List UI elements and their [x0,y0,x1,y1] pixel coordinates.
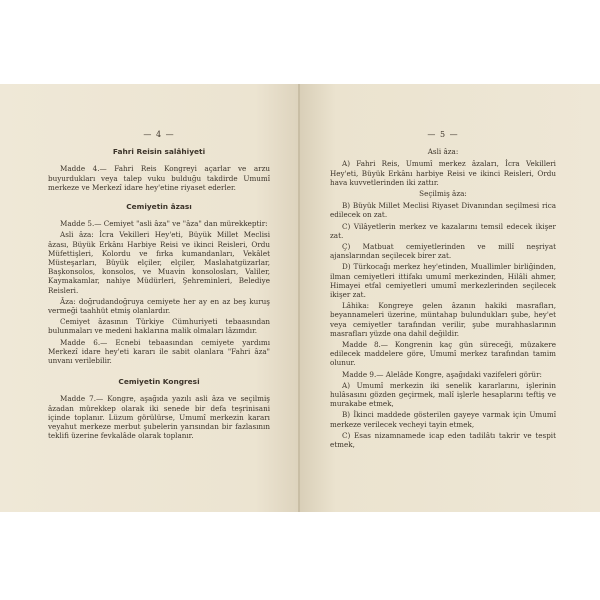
section-heading: Cemiyetin âzası [126,202,192,212]
paragraph: Madde 9.— Alelâde Kongre, aşağıdaki vazifeleri görür: [342,369,542,379]
page-number: — 4 — [143,130,175,139]
section-heading: Cemiyetin Kongresi [118,377,200,387]
paragraph: A) Fahri Reis, Umumî merkez âzaları, İcra Vekilleri Hey'eti, Büyük Erkânı harbiye Reisi ve ikinci Reisleri, Ordu hava kuvvetlerinden iki zattır. [330,159,556,187]
subheading: Asli âza: [427,147,459,157]
paragraph: Âza: doğrudandoğruya cemiyete her ay en az beş kuruş vermeği taahhüt etmiş olanlardır. [48,296,270,316]
subheading: Seçilmiş âza: [419,189,467,199]
paragraph: Madde 4.— Fahri Reis Kongreyi açarlar ve arzu buyurdukları veya talep vuku bulduğu takdirde Umumî merkeze ve Merkezî idare hey'etine riyaset ederler. [48,164,270,192]
paragraph: Asli âza: İcra Vekilleri Hey'eti, Büyük Millet Meclisi âzası, Büyük Erkânı Harbiye Reisi ve ikinci Reisleri, Ordu Müfettişleri, Kolordu ve fırka kumandanları, Vekâlet Müsteşarları, Büyük elçiler, elçiler, Maslahatgüzarlar, Başkonsolos, konsolos, ve Muavin konsolosları, Valiler, Kaymakamlar, nahiye Müdürleri, Şehreminleri, Belediye Reisleri. [48,230,270,295]
left-page-column [48,130,270,442]
paragraph: B) Büyük Millet Meclisi Riyaset Divanından seçilmesi rica edilecek on zat. [330,201,556,220]
book-spread [0,84,600,512]
paragraph: B) İkinci maddede gösterilen gayeye varmak için Umumî merkeze verilecek vecheyi tayin etmek, [330,410,556,429]
paragraph: D) Türkocağı merkez hey'etinden, Muallimler birliğinden, ilman cemiyetleri ittifakı umumî merkezinden, Hilâli ahmer, Himayei etfal cemiyetleri umumî merkezlerinden seçilecek ikişer zat. [330,262,556,300]
left-page [0,84,300,512]
paragraph: Lâhika: Kongreye gelen âzanın hakiki masrafları, beyannameleri üzerine, müntahap bulundukları şube, hey'et veya cemiyetler tarafından verilir, şube murahhaslarının masrafları yüzde ona dahil değildir. [330,301,556,338]
paragraph: Madde 7.— Kongre, aşağıda yazılı asli âza ve seçilmiş âzadan mürekkep olarak iki senede bir defa teşrinisani içinde toplanır. Lüzum görülürse, Umumî merkezin kararı veyahut merkeze merbut şubelerin yarısından bir fazlasının teklifi üzerine fevkalâde olarak toplanır. [48,394,270,441]
paragraph: Madde 8.— Kongrenin kaç gün süreceği, müzakere edilecek maddelere göre, Umumî merkez tarafından tamim olunur. [330,340,556,368]
right-page-column [330,130,556,451]
paragraph: A) Umumî merkezin iki senelik kararlarını, işlerinin hulâsasını gözden geçirmek, malî işlerle hesaplarını teftiş ve murakabe etmek, [330,380,556,409]
paragraph: Cemiyet âzasının Türkiye Cümhuriyeti tebaasından bulunmaları ve medeni haklarına malik olmaları lâzımdır. [48,317,270,336]
paragraph: C) Esas nizamnamede icap eden tadilâtı takrir ve tespit etmek, [330,430,556,450]
page-number: — 5 — [427,130,459,139]
paragraph: Madde 5.— Cemiyet "asli âza" ve "âza" dan mürekkeptir: [60,219,268,229]
paragraph: Madde 6.— Ecnebi tebaasından cemiyete yardımı Merkezî idare hey'eti kararı ile sabit olanlara "Fahri âza" unvanı verilebilir. [48,337,270,366]
paragraph: Ç) Matbuat cemiyetlerinden ve millî neşriyat ajanslarından seçilecek birer zat. [330,242,556,261]
paragraph: C) Vilâyetlerin merkez ve kazalarını temsil edecek ikişer zat. [330,221,556,240]
right-page [300,84,600,512]
section-heading: Fahri Reisin salâhiyeti [112,147,206,157]
